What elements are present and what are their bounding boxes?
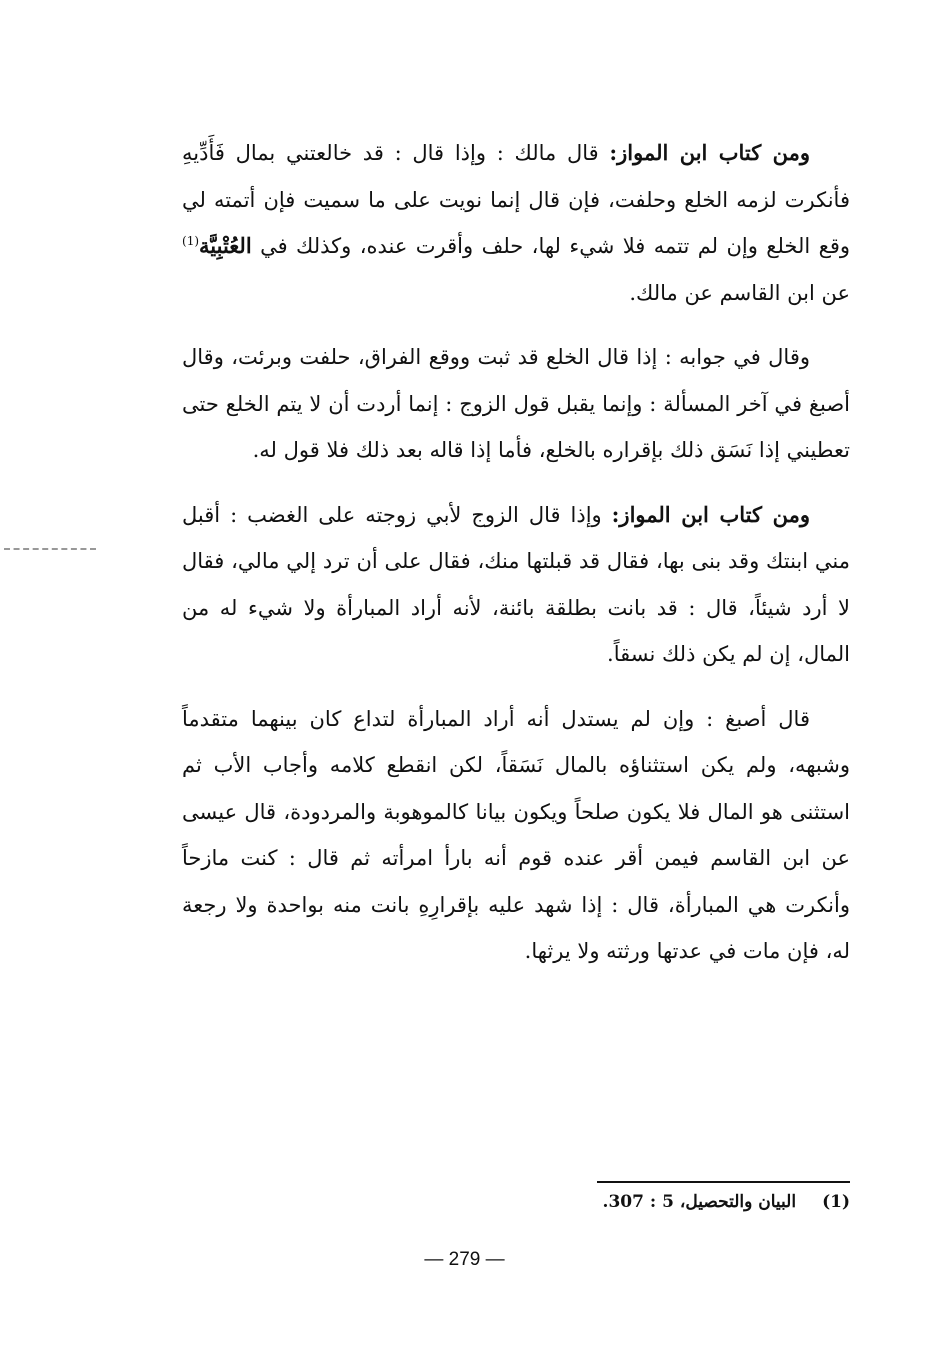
- footnote-divider: [597, 1181, 850, 1183]
- footnote-text: البيان والتحصيل، 5 : 307.: [602, 1192, 797, 1212]
- paragraph-4: [182, 696, 850, 975]
- paragraph-2-text: وقال في جوابه : إذا قال الخلع قد ثبت ووقع الفراق، حلفت وبرئت، وقال أصبغ في آخر المسألة : وإنما يقبل قول الزوج : إنما أردت أن لا يتم الخلع حتى تعطيني إذا نَسَق ذلك بإقراره بالخلع، فأما إذا قاله بعد ذلك فلا قول له.: [182, 345, 850, 462]
- main-text: [182, 130, 850, 993]
- footnote-number: (1): [822, 1192, 850, 1212]
- paragraph-3: [182, 492, 850, 678]
- paragraph-1-lead: ومن كتاب ابن المواز:: [609, 140, 810, 165]
- paragraph-3-text: وإذا قال الزوج لأبي زوجته على الغضب : أقبل مني ابنتك وقد بنى بها، فقال قد قبلتها منك، فقال على أن ترد إلي مالي، فقال لا أرد شيئاً، قال : قد بانت بطلقة بائنة، لأنه أراد المبارأة ولا شيء له من المال، إن لم يكن ذلك نسقاً.: [182, 502, 850, 666]
- paragraph-1-bold-word: العُتْبِيَّة: [199, 233, 252, 258]
- paragraph-2: [182, 334, 850, 474]
- footnote-reference: (1): [182, 234, 200, 248]
- scan-margin-mark: [4, 548, 96, 562]
- paragraph-1-tail: عن ابن القاسم عن مالك.: [629, 280, 850, 305]
- paragraph-1: [182, 130, 850, 316]
- footnote: [560, 1192, 850, 1212]
- page-number: — 279 —: [424, 1249, 505, 1270]
- paragraph-3-lead: ومن كتاب ابن المواز:: [611, 501, 810, 527]
- paragraph-4-text: قال أصبغ : وإن لم يستدل أنه أراد المبارأة لتداع كان بينهما متقدماً وشبهه، ولم يكن استثناؤه بالمال نَسَقاً، لكن انقطع كلامه وأجاب الأب ثم استثنى هو المال فلا يكون صلحاً ويكون بيانا كالموهوبة والمردودة، قال عيسى عن ابن القاسم فيمن أقر عنده قوم أنه بارأ امرأته ثم قال : كنت مازحاً وأنكرت هي المبارأة، قال : إذا شهد عليه بإقرارِهِ بانت منه بواحدة ولا رجعة له، فإن مات في عدتها ورثته ولا يرثها.: [182, 706, 850, 963]
- paragraph-1-text: قال مالك : وإذا قال : قد خالعتني بمال فَأَدِّيهِ فأنكرت لزمه الخلع وحلفت، فإن قال إنما نويت على ما سميت فإن أتمته لي وقع الخلع وإن لم تتمه فلا شيء لها، حلف وأقرت عنده، وكذلك في: [182, 141, 850, 258]
